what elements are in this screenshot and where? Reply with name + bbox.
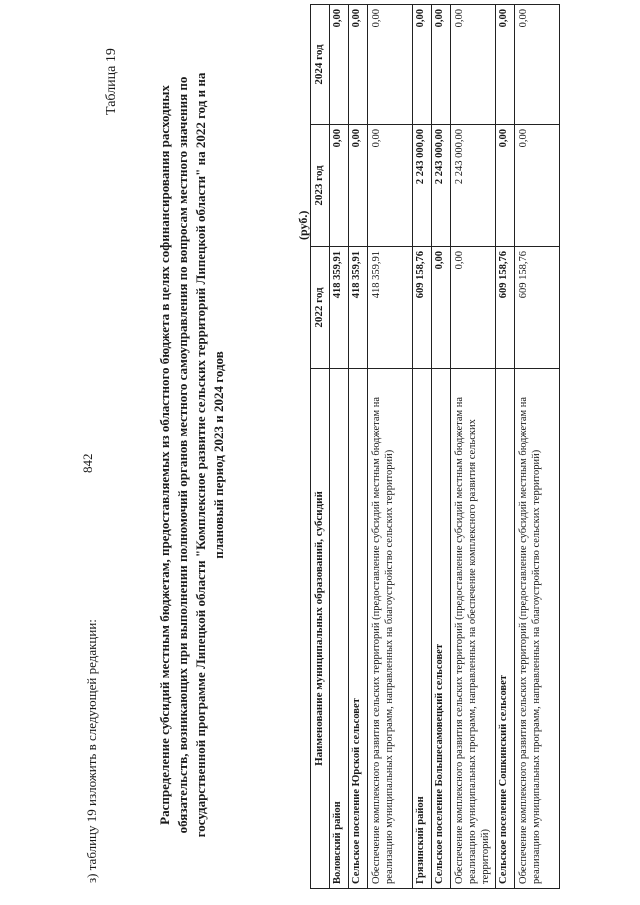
intro-text: з) таблицу 19 изложить в следующей редакции: [84, 619, 99, 883]
row-name: Сельское поселение Сошкинский сельсовет [496, 369, 515, 889]
subsidy-table [310, 4, 560, 889]
table-header-row [311, 5, 330, 889]
row-2024: 0,00 [496, 5, 515, 125]
row-2024: 0,00 [330, 5, 349, 125]
row-2022: 418 359,91 [349, 247, 368, 369]
table-row [413, 5, 432, 889]
row-name: Обеспечение комплексного развития сельских территорий (предоставление субсидий местным бюджетам на реализацию муниципальных программ, направленных на обеспечение комплексного развития сельских территорий) [451, 369, 496, 889]
row-2023: 2 243 000,00 [413, 125, 432, 247]
header-2022: 2022 год [311, 247, 330, 369]
row-2024: 0,00 [349, 5, 368, 125]
row-2023: 2 243 000,00 [432, 125, 451, 247]
table-row [515, 5, 560, 889]
table-label: Таблица 19 [104, 48, 119, 115]
row-2022: 609 158,76 [496, 247, 515, 369]
row-2023: 0,00 [330, 125, 349, 247]
row-2023: 0,00 [515, 125, 560, 247]
document-title: Распределение субсидий местным бюджетам, предоставляемых из областного бюджета в целях софинансирования расходных обязательств, возникающих при выполнении полномочий органов местного самоуправления по вопросам местного значения по государственной программе Липецкой области "Комплексное развитие сельских территорий Липецкой области" на 2022 год и на плановый период 2023 и 2024 годов [157, 72, 226, 838]
table-row [330, 5, 349, 889]
header-name: Наименование муниципальных образований, субсидий [311, 369, 330, 889]
row-name: Обеспечение комплексного развития сельских территорий (предоставление субсидий местным бюджетам на реализацию муниципальных программ, направленных на благоустройство сельских территорий) [368, 369, 413, 889]
row-2023: 2 243 000,00 [451, 125, 496, 247]
row-2024: 0,00 [451, 5, 496, 125]
table-row [349, 5, 368, 889]
row-2022: 418 359,91 [368, 247, 413, 369]
units-label: (руб.) [296, 210, 310, 240]
row-name: Воловский район [330, 369, 349, 889]
table-row [432, 5, 451, 889]
row-2024: 0,00 [515, 5, 560, 125]
row-2023: 0,00 [349, 125, 368, 247]
row-2023: 0,00 [496, 125, 515, 247]
row-name: Сельское поселение Большесамовецкий сельсовет [432, 369, 451, 889]
header-2023: 2023 год [311, 125, 330, 247]
page-number: 842 [80, 453, 95, 473]
row-2022: 418 359,91 [330, 247, 349, 369]
row-2022: 0,00 [432, 247, 451, 369]
header-2024: 2024 год [311, 5, 330, 125]
row-2022: 609 158,76 [413, 247, 432, 369]
row-2024: 0,00 [432, 5, 451, 125]
table-row [496, 5, 515, 889]
row-2022: 0,00 [451, 247, 496, 369]
row-2024: 0,00 [413, 5, 432, 125]
row-2023: 0,00 [368, 125, 413, 247]
row-name: Обеспечение комплексного развития сельских территорий (предоставление субсидий местным бюджетам на реализацию муниципальных программ, направленных на благоустройство сельских территорий) [515, 369, 560, 889]
row-name: Грязинский район [413, 369, 432, 889]
row-2024: 0,00 [368, 5, 413, 125]
row-2022: 609 158,76 [515, 247, 560, 369]
table-row [368, 5, 413, 889]
row-name: Сельское поселение Юрской сельсовет [349, 369, 368, 889]
table-row [451, 5, 496, 889]
